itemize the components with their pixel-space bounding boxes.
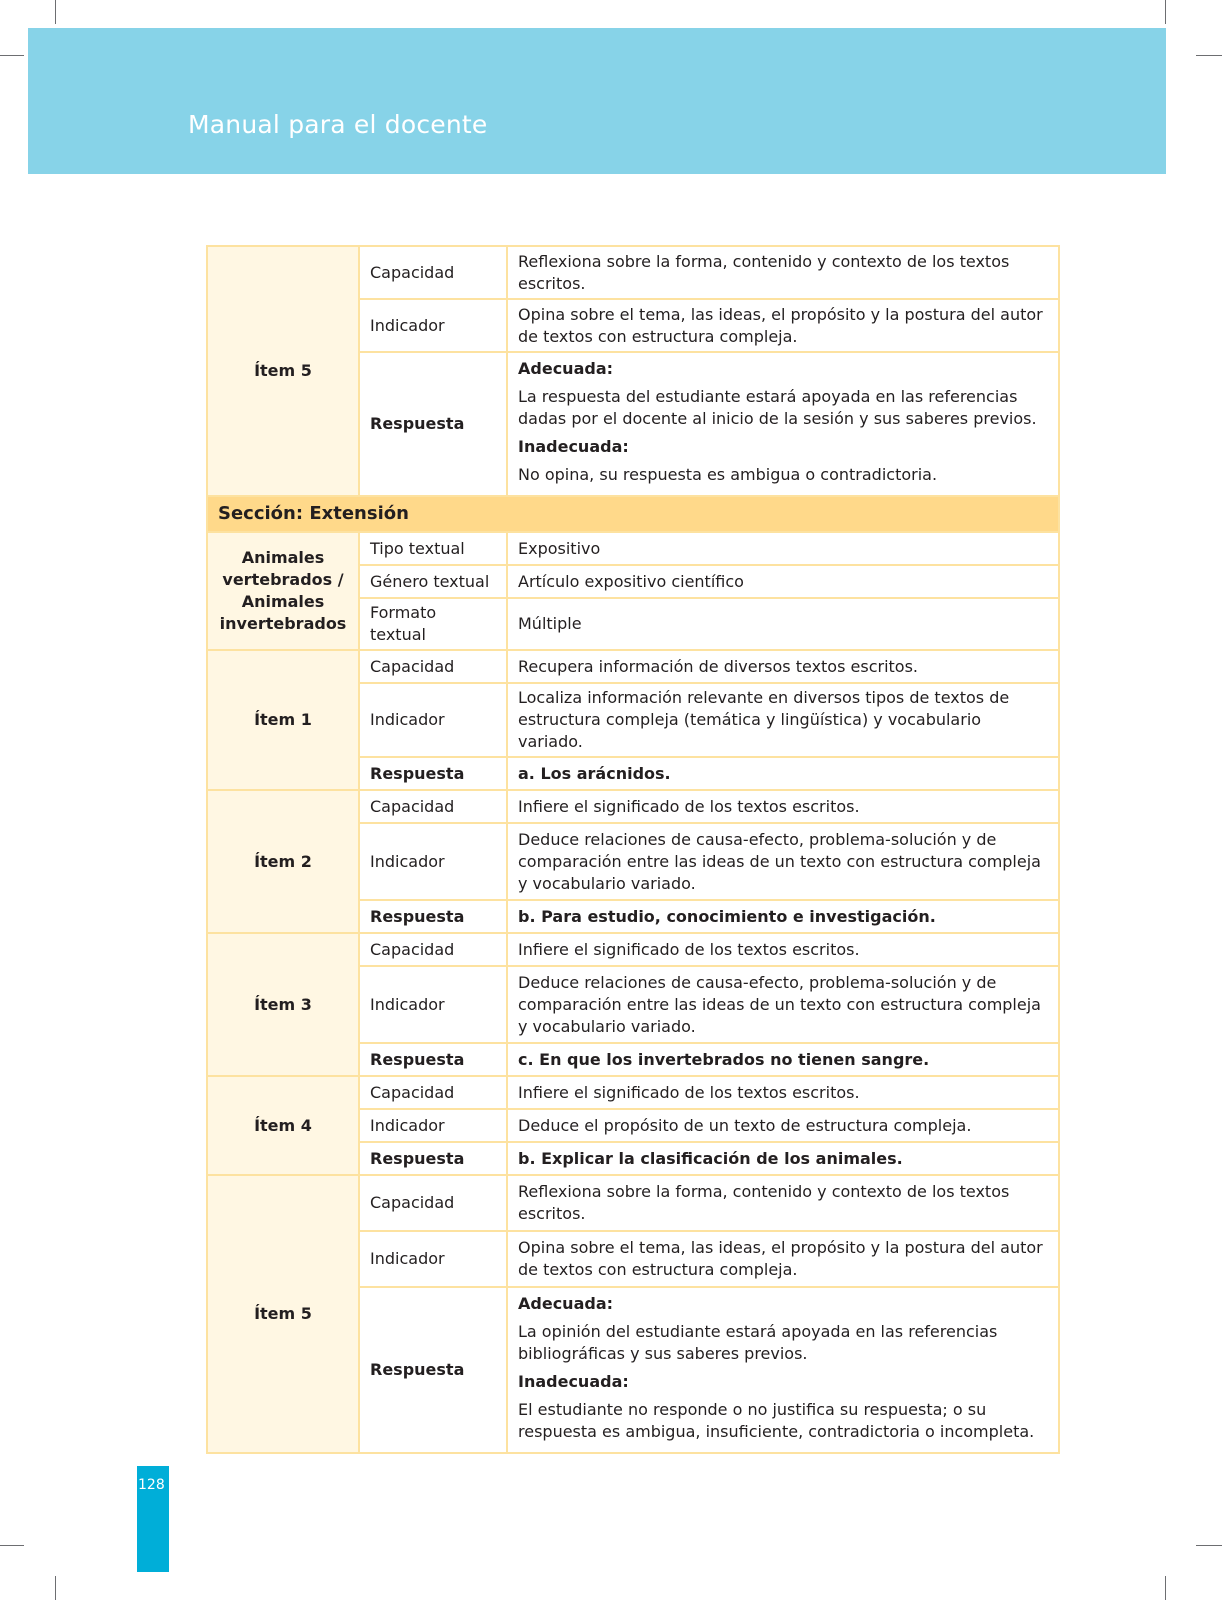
answer-value: a. Los arácnidos. (507, 757, 1059, 790)
crop-mark (1165, 1576, 1166, 1600)
item-label: Ítem 2 (207, 790, 359, 933)
crop-mark (1196, 1545, 1222, 1546)
table-row (207, 246, 1059, 299)
table-row (207, 1175, 1059, 1231)
row-label: Capacidad (359, 933, 507, 966)
crop-mark (0, 55, 24, 56)
answer-value: c. En que los invertebrados no tienen sangre. (507, 1043, 1059, 1076)
row-value: Infiere el significado de los textos escritos. (507, 1076, 1059, 1109)
crop-mark (55, 1576, 56, 1600)
row-value: Expositivo (507, 532, 1059, 565)
row-label: Indicador (359, 683, 507, 757)
row-label: Respuesta (359, 1287, 507, 1453)
table-row (207, 532, 1059, 565)
row-label: Indicador (359, 299, 507, 352)
row-label: Respuesta (359, 757, 507, 790)
row-value: Localiza información relevante en diversos tipos de textos de estructura compleja (temática y lingüística) y vocabulario variado. (507, 683, 1059, 757)
row-label: Capacidad (359, 246, 507, 299)
text-name: Animales vertebrados / Animales invertebrados (207, 532, 359, 650)
table-row (207, 933, 1059, 966)
table-row (207, 650, 1059, 683)
row-value: Artículo expositivo científico (507, 565, 1059, 598)
section-header-row (207, 496, 1059, 532)
response-block (507, 352, 1059, 496)
row-value: Deduce el propósito de un texto de estructura compleja. (507, 1109, 1059, 1142)
row-value: Recupera información de diversos textos escritos. (507, 650, 1059, 683)
row-label: Respuesta (359, 352, 507, 496)
adequate-text: La opinión del estudiante estará apoyada en las referencias bibliográficas y sus saberes previos. (518, 1322, 998, 1363)
header-band (28, 28, 1166, 174)
table-row (207, 1076, 1059, 1109)
row-label: Tipo textual (359, 532, 507, 565)
row-label: Indicador (359, 823, 507, 900)
item-label: Ítem 5 (207, 246, 359, 496)
answer-value: b. Para estudio, conocimiento e investigación. (507, 900, 1059, 933)
item-label: Ítem 5 (207, 1175, 359, 1453)
answer-value: b. Explicar la clasificación de los animales. (507, 1142, 1059, 1175)
row-label: Indicador (359, 1109, 507, 1142)
row-label: Respuesta (359, 1142, 507, 1175)
row-value: Deduce relaciones de causa-efecto, problema-solución y de comparación entre las ideas de un texto con estructura compleja y vocabulario variado. (507, 966, 1059, 1043)
crop-mark (1165, 0, 1166, 24)
row-value: Múltiple (507, 598, 1059, 650)
inadequate-heading: Inadecuada: (518, 1372, 629, 1391)
table-row (207, 790, 1059, 823)
header-title: Manual para el docente (188, 110, 488, 139)
row-value: Infiere el significado de los textos escritos. (507, 790, 1059, 823)
crop-mark (1196, 55, 1222, 56)
adequate-heading: Adecuada: (518, 1294, 614, 1313)
row-label: Respuesta (359, 1043, 507, 1076)
row-value: Reflexiona sobre la forma, contenido y contexto de los textos escritos. (507, 1175, 1059, 1231)
inadequate-text: No opina, su respuesta es ambigua o contradictoria. (518, 465, 938, 484)
crop-mark (0, 1545, 24, 1546)
section-title: Sección: Extensión (207, 496, 1059, 532)
row-label: Capacidad (359, 650, 507, 683)
row-label: Respuesta (359, 900, 507, 933)
item-label: Ítem 4 (207, 1076, 359, 1175)
rubric-table (206, 245, 1060, 1454)
row-label: Formato textual (359, 598, 507, 650)
row-label: Capacidad (359, 790, 507, 823)
item-label: Ítem 1 (207, 650, 359, 790)
row-label: Género textual (359, 565, 507, 598)
inadequate-heading: Inadecuada: (518, 437, 629, 456)
row-label: Capacidad (359, 1175, 507, 1231)
adequate-heading: Adecuada: (518, 359, 614, 378)
adequate-text: La respuesta del estudiante estará apoyada en las referencias dadas por el docente al inicio de la sesión y sus saberes previos. (518, 387, 1037, 428)
row-label: Capacidad (359, 1076, 507, 1109)
row-label: Indicador (359, 1231, 507, 1287)
row-value: Deduce relaciones de causa-efecto, problema-solución y de comparación entre las ideas de un texto con estructura compleja y vocabulario variado. (507, 823, 1059, 900)
row-label: Indicador (359, 966, 507, 1043)
page-number: 128 (138, 1477, 165, 1493)
response-block (507, 1287, 1059, 1453)
row-value: Infiere el significado de los textos escritos. (507, 933, 1059, 966)
item-label: Ítem 3 (207, 933, 359, 1076)
row-value: Opina sobre el tema, las ideas, el propósito y la postura del autor de textos con estructura compleja. (507, 1231, 1059, 1287)
row-value: Opina sobre el tema, las ideas, el propósito y la postura del autor de textos con estructura compleja. (507, 299, 1059, 352)
inadequate-text: El estudiante no responde o no justifica su respuesta; o su respuesta es ambigua, insuficiente, contradictoria o incompleta. (518, 1400, 1035, 1441)
crop-mark (55, 0, 56, 24)
row-value: Reflexiona sobre la forma, contenido y contexto de los textos escritos. (507, 246, 1059, 299)
